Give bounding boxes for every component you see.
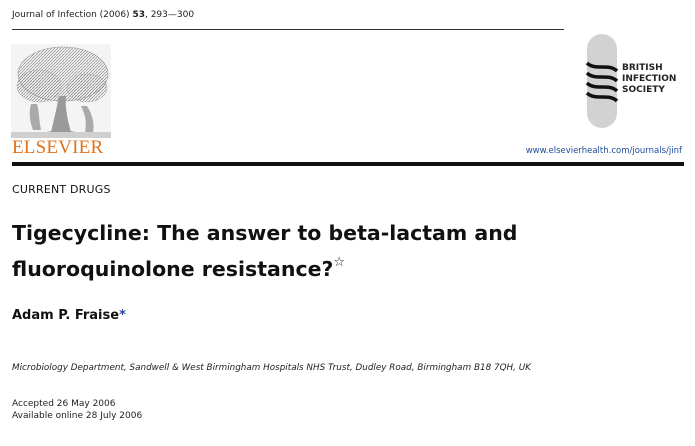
- journal-volume: 53: [132, 10, 145, 20]
- author-name: Adam P. Fraise: [12, 308, 120, 323]
- journal-ref-prefix: Journal of Infection (2006): [12, 10, 133, 20]
- section-label: CURRENT DRUGS: [12, 183, 111, 196]
- title-line-1: Tigecycline: The answer to beta-lactam and: [12, 221, 518, 245]
- author: [12, 308, 126, 323]
- bis-logo-icon: [583, 33, 621, 129]
- title-footnote-star[interactable]: ☆: [333, 255, 346, 270]
- journal-reference: [12, 10, 194, 20]
- header-rule: [12, 29, 564, 30]
- author-correspondence-mark[interactable]: *: [119, 308, 126, 323]
- thick-divider: [12, 162, 684, 166]
- article-dates: [12, 398, 142, 422]
- bis-line3: SOCIETY: [622, 85, 665, 95]
- elsevier-wordmark: ELSEVIER: [12, 137, 104, 158]
- title-line-2: fluoroquinolone resistance?: [12, 257, 334, 281]
- elsevier-tree-logo: [11, 44, 111, 138]
- affiliation: Microbiology Department, Sandwell & West Birmingham Hospitals NHS Trust, Dudley Road, Birmingham B18 7QH, UK: [12, 363, 531, 373]
- article-title: [12, 219, 517, 284]
- bis-line2: INFECTION: [622, 74, 677, 84]
- journal-url-link[interactable]: www.elsevierhealth.com/journals/jinf: [525, 146, 682, 156]
- journal-pages: , 293—300: [144, 10, 195, 20]
- bis-name: [622, 63, 676, 96]
- bis-line1: BRITISH: [622, 63, 663, 73]
- available-date: Available online 28 July 2006: [12, 411, 143, 421]
- accepted-date: Accepted 26 May 2006: [12, 399, 116, 409]
